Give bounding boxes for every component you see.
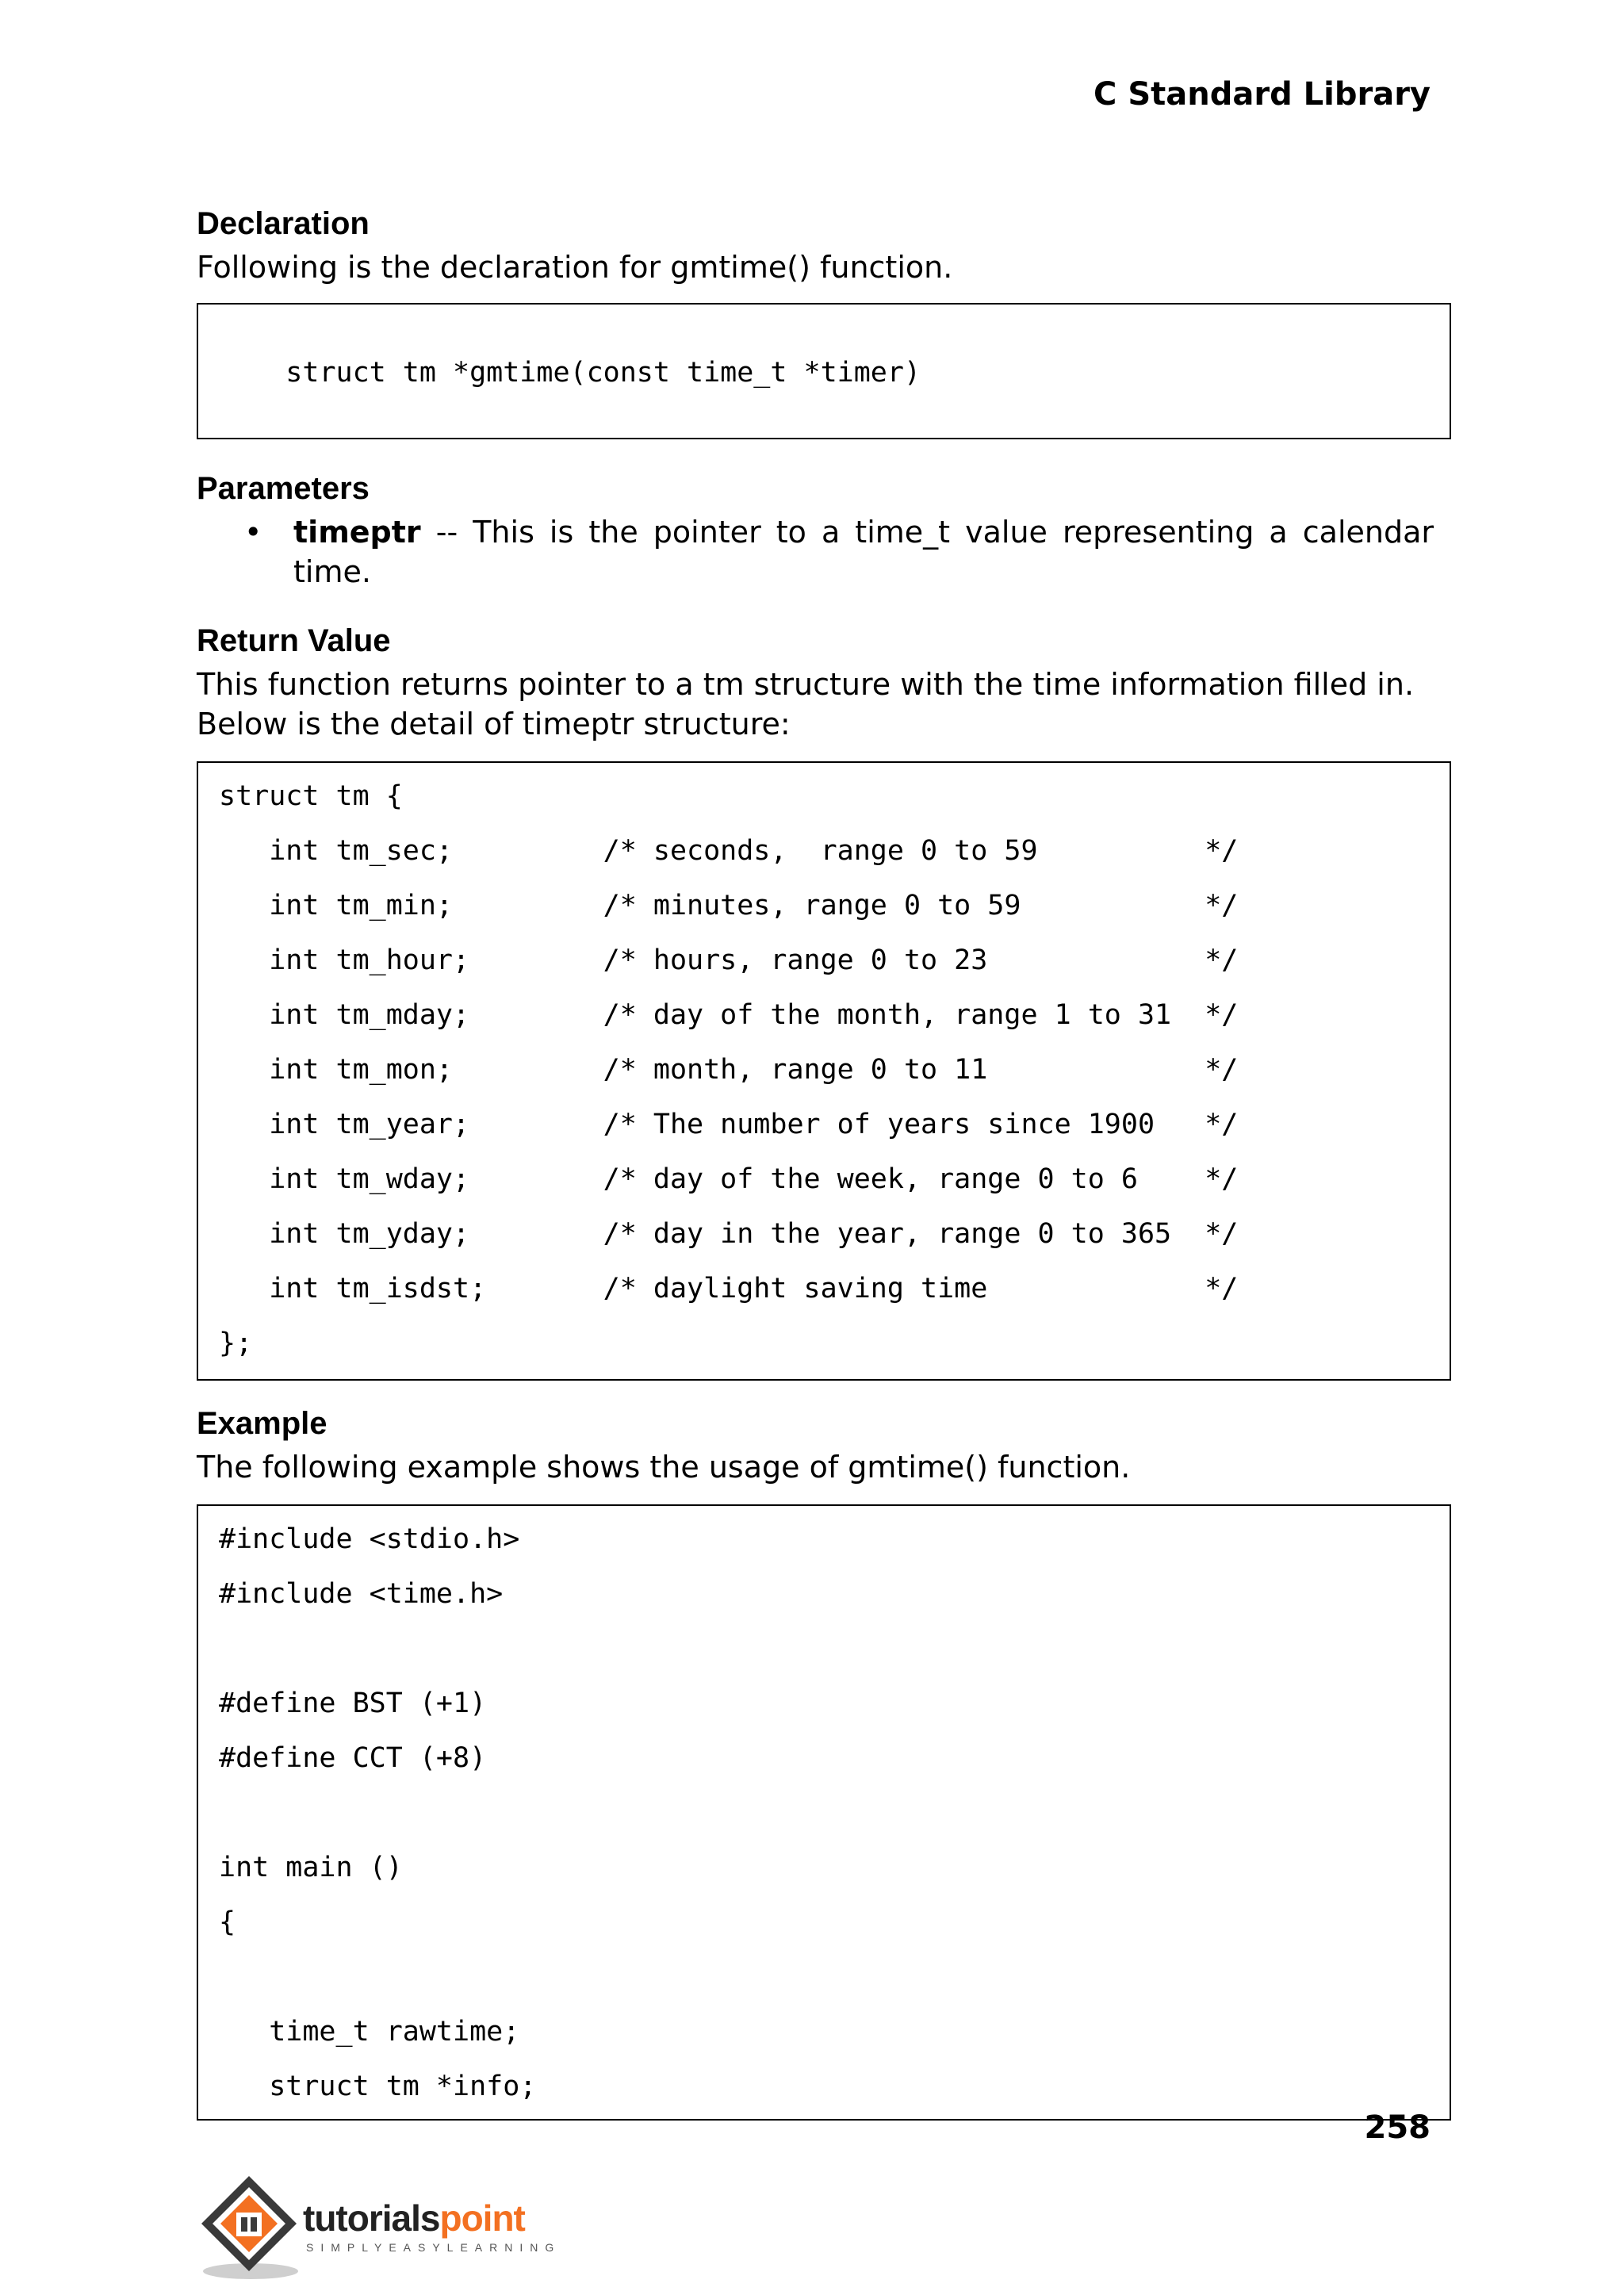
logo-wordmark: tutorialspoint	[303, 2197, 525, 2239]
example-code-line	[219, 1950, 1429, 2005]
tm-struct-code-line: int tm_yday; /* day in the year, range 0 to 365 */	[219, 1218, 1239, 1250]
example-heading: Example	[197, 1406, 327, 1441]
example-code-line: #include <time.h>	[219, 1578, 504, 1610]
declaration-text: Following is the declaration for gmtime() function.	[197, 250, 953, 285]
tm-struct-code-line: int tm_mon; /* month, range 0 to 11 */	[219, 1054, 1239, 1086]
example-code-line: struct tm *info;	[219, 2071, 537, 2102]
return-value-heading: Return Value	[197, 623, 391, 658]
parameter-bullet	[244, 512, 1434, 592]
example-code-line	[219, 1622, 1429, 1676]
logo-emblem-icon	[195, 2171, 303, 2282]
example-code-line: {	[219, 1906, 236, 1938]
bullet-dot-icon: •	[244, 515, 262, 550]
header-title: C Standard Library	[1094, 76, 1431, 113]
parameters-heading: Parameters	[197, 471, 370, 506]
declaration-code-box	[197, 303, 1451, 439]
logo-tagline: SIMPLYEASYLEARNING	[306, 2241, 561, 2254]
example-code-line: int main ()	[219, 1852, 403, 1883]
declaration-code: struct tm *gmtime(const time_t *timer)	[285, 357, 921, 389]
tm-struct-code-line: int tm_isdst; /* daylight saving time */	[219, 1273, 1239, 1305]
tm-struct-code-line: int tm_mday; /* day of the month, range 1 to 31 */	[219, 999, 1239, 1031]
page-number: 258	[1364, 2109, 1431, 2146]
example-code-line	[219, 1786, 1429, 1841]
example-code-line: time_t rawtime;	[219, 2016, 520, 2048]
tm-struct-code-line: int tm_min; /* minutes, range 0 to 59 */	[219, 890, 1239, 921]
tm-struct-code-line: };	[219, 1328, 253, 1359]
example-code-line: #define CCT (+8)	[219, 1742, 487, 1774]
return-value-line-1: This function returns pointer to a tm structure with the time information filled in.	[197, 667, 1415, 702]
example-code-line: #define BST (+1)	[219, 1688, 487, 1719]
example-code-box	[197, 1504, 1451, 2121]
tm-struct-code-line: int tm_wday; /* day of the week, range 0 to 6 */	[219, 1163, 1239, 1195]
example-text: The following example shows the usage of gmtime() function.	[197, 1450, 1131, 1485]
tm-struct-code-line: struct tm {	[219, 780, 403, 812]
return-value-line-2: Below is the detail of timeptr structure:	[197, 707, 791, 741]
parameter-term: timeptr	[293, 515, 421, 550]
tm-struct-code-box	[197, 761, 1451, 1381]
declaration-heading: Declaration	[197, 206, 370, 241]
tm-struct-code-line: int tm_year; /* The number of years since 1900 */	[219, 1109, 1239, 1140]
page-content	[197, 205, 1434, 2121]
tm-struct-code-line: int tm_hour; /* hours, range 0 to 23 */	[219, 944, 1239, 976]
parameter-text	[293, 512, 1434, 592]
tm-struct-code-line: int tm_sec; /* seconds, range 0 to 59 */	[219, 835, 1239, 867]
parameter-desc: -- This is the pointer to a time_t value representing a calendar time.	[293, 515, 1434, 589]
example-code-line: #include <stdio.h>	[219, 1523, 520, 1555]
tutorialspoint-logo	[195, 2171, 576, 2282]
